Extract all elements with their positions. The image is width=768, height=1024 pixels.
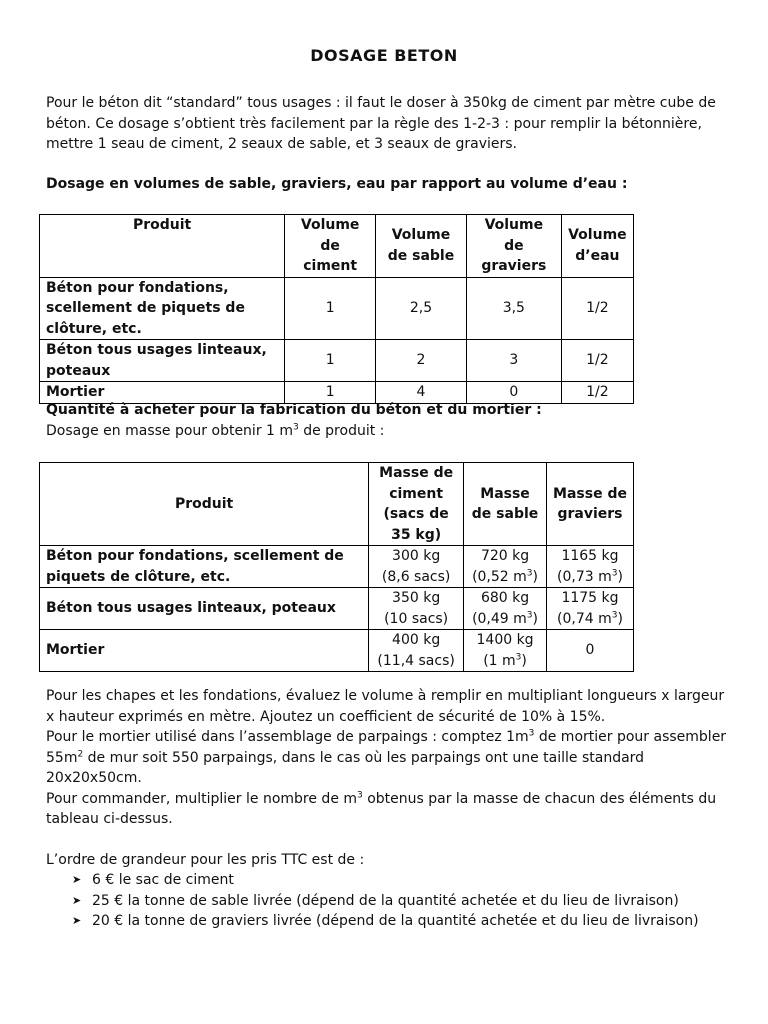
table-cell: 1	[285, 340, 376, 382]
text-segment: de mur soit 550 parpaings, dans le cas où les parpaings ont une taille standard 20x20x50cm.	[46, 749, 645, 786]
text-line	[46, 789, 736, 830]
volume-table	[39, 214, 634, 404]
instructions-paragraph	[46, 686, 736, 830]
text-segment: 400 kg	[392, 632, 441, 648]
text-segment: (0,74 m	[557, 610, 612, 627]
text-segment: )	[521, 652, 527, 669]
table-cell: 0	[466, 382, 561, 404]
column-header: Masse de ciment (sacs de 35 kg)	[369, 463, 464, 546]
table-cell: 0	[547, 630, 634, 672]
table-header-row	[40, 215, 634, 278]
table-cell: 3,5	[466, 277, 561, 340]
text-segment: )	[532, 568, 538, 585]
text-segment: 720 kg	[480, 548, 530, 564]
table-cell: 4	[376, 382, 467, 404]
table-cell	[464, 546, 547, 588]
text-line	[46, 727, 736, 789]
text-segment: 1175 kg	[561, 590, 619, 606]
text-segment: de mortier pour assembler 55m	[46, 729, 727, 766]
text-segment: (10 sacs)	[384, 610, 449, 627]
page-title: DOSAGE BETON	[310, 46, 458, 65]
text-segment: )	[532, 610, 538, 627]
superscript: 3	[528, 728, 535, 739]
text-segment: (8,6 sacs)	[381, 568, 451, 585]
text-segment: 1400 kg	[476, 632, 534, 648]
text-segment: )	[617, 568, 623, 585]
superscript: 3	[611, 609, 618, 620]
text-segment: (0,73 m	[557, 568, 612, 585]
table-row	[40, 588, 634, 630]
superscript: 3	[526, 609, 533, 620]
section2-subheading	[46, 421, 736, 442]
intro-paragraph: Pour le béton dit “standard” tous usages : il faut le doser à 350kg de ciment par mètre cube de béton. Ce dosage s’obtient très facilement par la règle des 1-2-3 : pour remplir la bétonnière, mettre 1 seau de ciment, 2 seaux de sable, et 3 seaux de graviers.	[46, 95, 716, 152]
text-segment: 680 kg	[480, 590, 530, 606]
column-header: Masse de sable	[464, 463, 547, 546]
superscript: 3	[293, 422, 299, 433]
table-row	[40, 277, 634, 340]
table-cell	[464, 588, 547, 630]
arrow-right-icon: ➤	[72, 914, 82, 927]
table-cell: Béton pour fondations, scellement de piquets de clôture, etc.	[40, 277, 285, 340]
table-cell: 2,5	[376, 277, 467, 340]
table-cell: Béton tous usages linteaux, poteaux	[40, 588, 369, 630]
table-cell: 2	[376, 340, 467, 382]
table-cell	[547, 588, 634, 630]
superscript: 3	[515, 651, 522, 662]
table-cell	[369, 546, 464, 588]
table-cell: 1/2	[561, 277, 633, 340]
column-header: Volume de ciment	[285, 215, 376, 278]
text-segment: (0,52 m	[472, 568, 527, 585]
text-segment: (0,49 m	[472, 610, 527, 627]
text-segment: (11,4 sacs)	[377, 652, 455, 669]
table-cell: 1	[285, 277, 376, 340]
table-cell: Mortier	[40, 382, 285, 404]
column-header: Masse de graviers	[547, 463, 634, 546]
text-segment: 300 kg	[392, 548, 441, 564]
table-cell	[369, 630, 464, 672]
superscript: 3	[526, 567, 533, 578]
table-cell: Béton pour fondations, scellement de piquets de clôture, etc.	[40, 546, 369, 588]
text-segment: de produit :	[298, 423, 385, 439]
column-header: Volume de sable	[376, 215, 467, 278]
table-cell: Béton tous usages linteaux, poteaux	[40, 340, 285, 382]
text-segment: Pour commander, multiplier le nombre de m	[46, 790, 358, 807]
list-item	[72, 911, 699, 932]
list-item-text: 6 € le sac de ciment	[92, 872, 234, 888]
table-header-row	[40, 463, 634, 546]
text-segment: 350 kg	[392, 590, 441, 606]
list-item	[72, 891, 699, 912]
column-header: Volume de graviers	[466, 215, 561, 278]
table-row	[40, 630, 634, 672]
table-cell: 3	[466, 340, 561, 382]
column-header: Produit	[40, 463, 369, 546]
table-cell: Mortier	[40, 630, 369, 672]
text-line: Pour les chapes et les fondations, évaluez le volume à remplir en multipliant longueurs x largeur x hauteur exprimés en mètre. Ajoutez un coefficient de sécurité de 10% à 15%.	[46, 688, 725, 725]
text-segment: (1 m	[483, 652, 516, 669]
section2-heading: Quantité à acheter pour la fabrication du béton et du mortier :	[46, 402, 542, 418]
text-segment: obtenus par la masse de chacun des éléments du tableau ci-dessus.	[46, 790, 717, 827]
table-cell	[369, 588, 464, 630]
table-cell: 1/2	[561, 382, 633, 404]
table-row	[40, 340, 634, 382]
section1-heading: Dosage en volumes de sable, graviers, eau par rapport au volume d’eau :	[46, 176, 628, 192]
prices-intro: L’ordre de grandeur pour les pris TTC est de :	[46, 852, 365, 868]
list-item	[72, 870, 699, 891]
prices-list	[72, 870, 699, 932]
text-segment: 1165 kg	[561, 548, 619, 564]
column-header: Produit	[40, 215, 285, 278]
superscript: 2	[77, 748, 84, 759]
list-item-text: 20 € la tonne de graviers livrée (dépend de la quantité achetée et du lieu de livraison)	[92, 913, 699, 929]
table-row	[40, 546, 634, 588]
table-cell	[547, 546, 634, 588]
superscript: 3	[357, 789, 363, 800]
table-cell: 1/2	[561, 340, 633, 382]
table-cell: 1	[285, 382, 376, 404]
column-header: Volume d’eau	[561, 215, 633, 278]
mass-table	[39, 462, 634, 672]
text-segment: )	[617, 610, 623, 627]
superscript: 3	[611, 567, 618, 578]
text-segment: Dosage en masse pour obtenir 1 m	[46, 423, 294, 439]
text-segment: Pour le mortier utilisé dans l’assemblage de parpaings : comptez 1m	[46, 729, 529, 745]
list-item-text: 25 € la tonne de sable livrée (dépend de la quantité achetée et du lieu de livraison)	[92, 892, 679, 909]
arrow-right-icon: ➤	[72, 893, 82, 907]
arrow-right-icon: ➤	[72, 873, 82, 886]
table-cell	[464, 630, 547, 672]
